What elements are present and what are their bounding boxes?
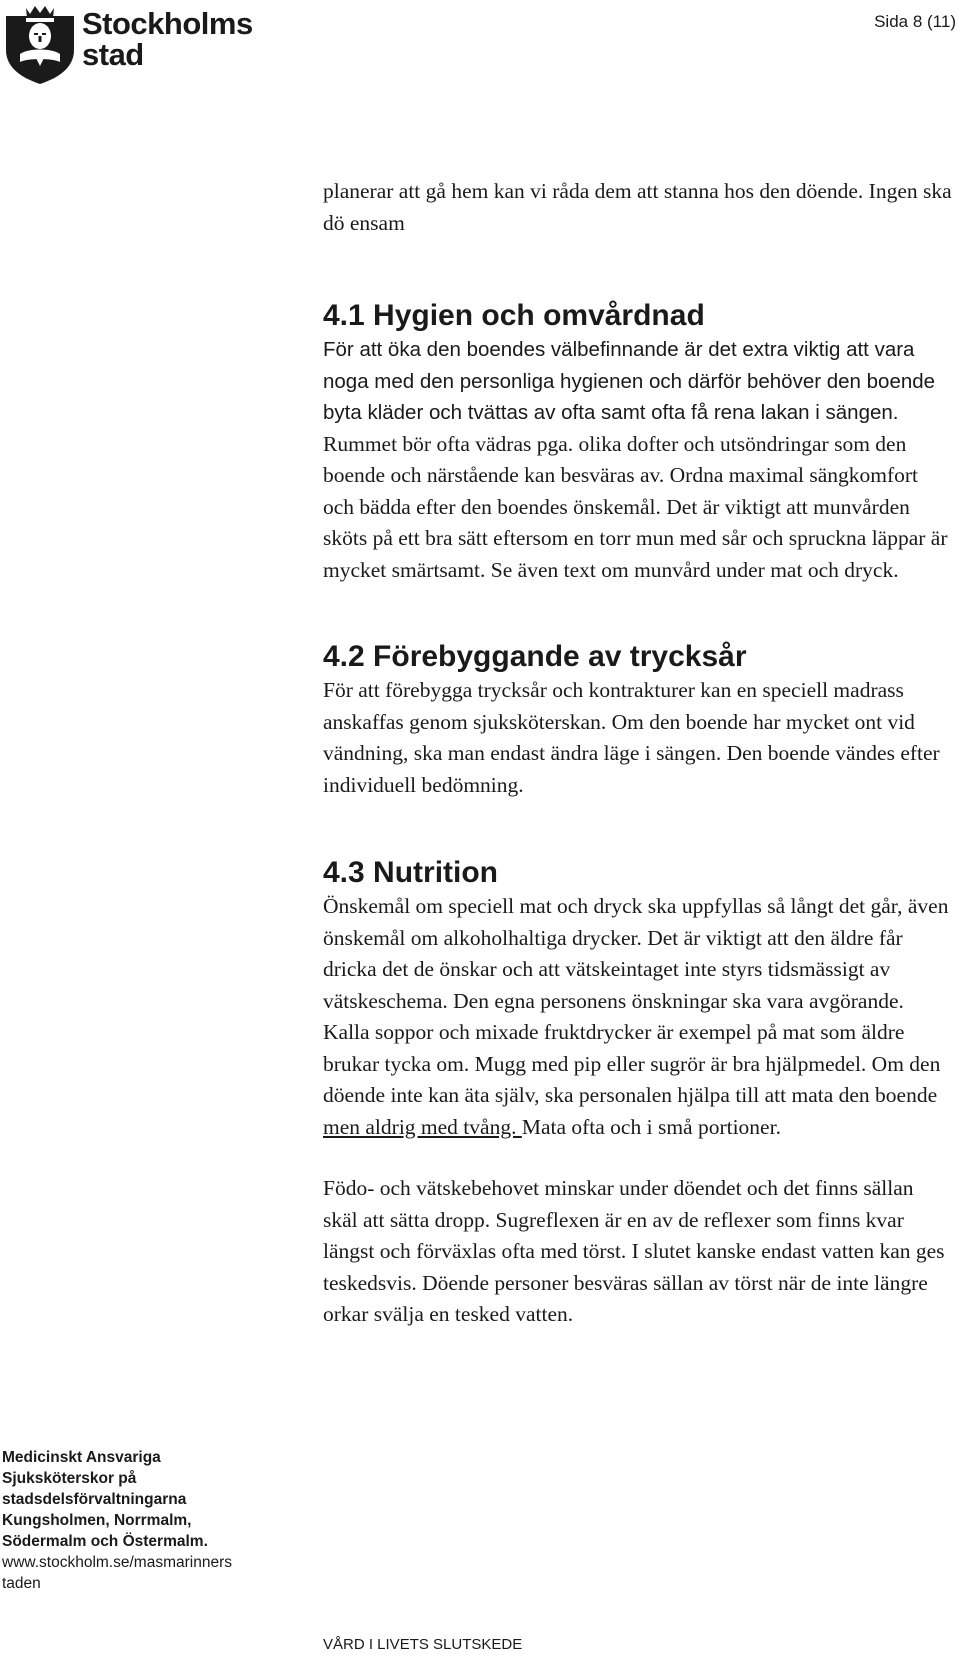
section-4-3-paragraph-2: Födo- och vätskebehovet minskar under döendet och det finns sällan skäl att sätta dropp. Sugreflexen är en av de reflexer som finns kvar längst och förväxlas ofta med törst. I slutet kanske endast vatten kan ges teskedsvis. Döende personer besväras sällan av törst när de inte längre orkar svälja en tesked vatten. — [323, 1176, 945, 1326]
sidebar-line-1: Medicinskt Ansvariga — [2, 1449, 161, 1466]
sidebar-line-3: stadsdelsförvaltningarna — [2, 1491, 187, 1508]
page-number: Sida 8 (11) — [874, 12, 956, 31]
sidebar-website-1: www.stockholm.se/masmarinners — [2, 1554, 232, 1571]
section-4-1-sans-text: För att öka den boendes välbefinnande är det extra viktig att vara noga med den personliga hygienen och därför behöver den boende byta kläder och tvättas av ofta samt ofta få rena lakan i sängen. — [323, 338, 936, 424]
logo-line-1: Stockholms — [82, 6, 253, 41]
sidebar-website-2: taden — [2, 1575, 41, 1592]
sidebar-line-5: Södermalm och Östermalm. — [2, 1533, 208, 1550]
sidebar-line-4: Kungsholmen, Norrmalm, — [2, 1512, 192, 1529]
section-4-3-text-after: Mata ofta och i små portioner. — [521, 1114, 781, 1139]
section-4-1-paragraph — [323, 334, 953, 586]
section-4-3-text-before: Önskemål om speciell mat och dryck ska uppfyllas så långt det går, även önskemål om alkoholhaltiga drycker. Det är viktigt att den äldre får dricka det de önskar och att vätskeintaget inte styrs tidsmässigt av vätskeschema. Den egna personens önskningar ska vara avgörande. Kalla soppor och mixade fruktdrycker är exempel på mat som äldre brukar tycka om. Mugg med pip eller sugrör är bra hjälpmedel. Om den döende inte kan äta själv, ska personalen hjälpa till att mata den boende — [323, 894, 949, 1107]
sidebar-contact — [2, 1447, 262, 1594]
crest-icon — [4, 2, 76, 86]
sidebar-line-2: Sjuksköterskor på — [2, 1470, 137, 1487]
underlined-phrase: men aldrig med tvång. — [323, 1114, 522, 1139]
section-4-2-heading: 4.2 Förebyggande av trycksår — [323, 640, 747, 673]
intro-paragraph: planerar att gå hem kan vi råda dem att stanna hos den döende. Ingen ska dö ensam — [323, 179, 952, 235]
section-4-1-serif-text: Rummet bör ofta vädras pga. olika dofter och utsöndringar som den boende och närstående kan besväras av. Ordna maximal sängkomfort och bädda efter den boendes önskemål. Det är viktigt att munvården sköts på ett bra sätt eftersom en torr mun med sår och spruckna läppar är mycket smärtsamt. Se även text om munvård under mat och dryck. — [323, 431, 948, 582]
logo-line-2: stad — [82, 37, 144, 72]
section-4-3-paragraph-1 — [323, 891, 953, 1143]
section-4-1-heading: 4.1 Hygien och omvårdnad — [323, 299, 705, 332]
footer-title: VÅRD I LIVETS SLUTSKEDE — [323, 1636, 523, 1653]
logo-wordmark — [82, 8, 253, 70]
section-4-2-paragraph: För att förebygga trycksår och kontrakturer kan en speciell madrass anskaffas genom sjuksköterskan. Om den boende har mycket ont vid vändning, ska man endast ändra läge i sängen. Den boende vändes efter individuell bedömning. — [323, 678, 940, 797]
stockholms-stad-logo — [4, 2, 253, 86]
main-content — [323, 176, 953, 1331]
section-4-3-heading: 4.3 Nutrition — [323, 856, 499, 889]
